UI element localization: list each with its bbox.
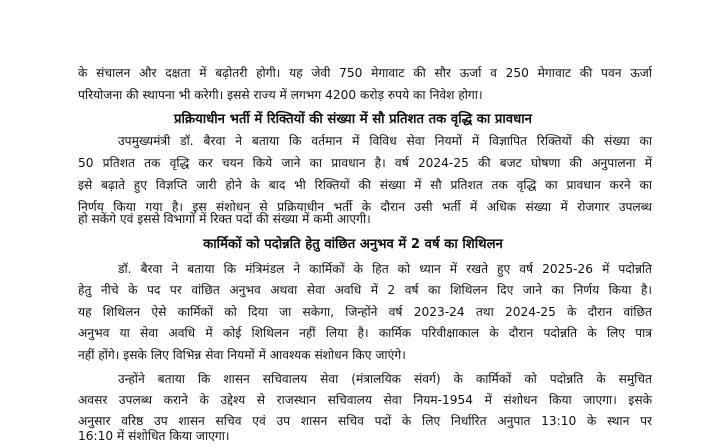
- section-heading: कार्मिकों को पदोन्नति हेतु वांछित अनुभव में 2 वर्ष का शिथिलन: [203, 237, 503, 252]
- paragraph-line: नहीं होंगे। इसके लिए विभिन्न सेवा नियमों में आवश्यक संशोधन किए जाएंगे।: [78, 348, 406, 362]
- paragraph-line: इसे बढ़ाते हुए विज्ञप्ति जारी होने के बाद भी रिक्तियों की संख्या में सौ प्रतिशत तक वृद्धि का प्रावधान करने का: [78, 178, 652, 192]
- paragraph-line: उन्होंने बताया कि शासन सचिवालय सेवा (मंत्रालयिक संवर्ग) के कार्मिकों को पदोन्नति के समुचित: [118, 372, 652, 386]
- paragraph-line: हेतु नीचे के पद पर वांछित अनुभव अथवा सेवा अवधि में 2 वर्ष का शिथिलन दिए जाने का निर्णय किया है।: [78, 283, 652, 297]
- section-heading: प्रक्रियाधीन भर्ती में रिक्तियों की संख्या में सौ प्रतिशत तक वृद्धि का प्रावधान: [174, 112, 532, 127]
- paragraph-line: अनुसार वरिष्ठ उप शासन सचिव एवं उप शासन सचिव पदों के लिए निर्धारित अनुपात 13:10 के स्थान पर: [78, 414, 652, 428]
- paragraph-line: डॉ. बैरवा ने बताया कि मंत्रिमंडल ने कार्मिकों के हित को ध्यान में रखते हुए वर्ष 2025-26 में पदोन्नति: [118, 262, 652, 276]
- paragraph-line: उपमुख्यमंत्री डॉ. बैरवा ने बताया कि वर्तमान में विविध सेवा नियमों में विज्ञापित रिक्तियों की संख्या का: [118, 134, 652, 148]
- paragraph-line: 50 प्रतिशत तक वृद्धि कर चयन किये जाने का प्रावधान है। वर्ष 2024-25 की बजट घोषणा की अनुपालना में: [78, 156, 652, 170]
- paragraph-line: परियोजना की स्थापना भी करेगी। इससे राज्य में लगभग 4200 करोड़ रुपये का निवेश होगा।: [78, 88, 483, 102]
- paragraph-line: यह शिथिलन ऐसे कार्मिकों को दिया जा सकेगा, जिन्होंने वर्ष 2023-24 तथा 2024-25 के दौरान वांछित: [78, 305, 652, 319]
- paragraph-line: अवसर उपलब्ध कराने के उद्देश्य से राजस्थान सचिवालय सेवा नियम-1954 में संशोधन किया जाएगा। इसके: [78, 393, 652, 407]
- paragraph-line: हो सकेंगे एवं इससे विभागों में रिक्त पदों की संख्या में कमी आएगी।: [78, 212, 371, 226]
- paragraph-line: 16:10 में संशोधित किया जाएगा।: [78, 429, 230, 443]
- paragraph-line: के संचालन और दक्षता में बढ़ोतरी होगी। यह जेवी 750 मेगावाट की सौर ऊर्जा व 250 मेगावाट की पवन ऊर्जा: [78, 66, 652, 80]
- paragraph-line: निर्णय किया गया है। इस संशोधन से प्रक्रियाधीन भर्ती के दौरान उसी भर्ती में अधिक संख्या में रोजगार उपलब्ध: [78, 200, 652, 214]
- paragraph-line: अनुभव या सेवा अवधि में कोई शिथिलन नहीं लिया है। कार्मिक परिवीक्षाकाल के दौरान पदोन्नति के लिए पात्र: [78, 326, 652, 340]
